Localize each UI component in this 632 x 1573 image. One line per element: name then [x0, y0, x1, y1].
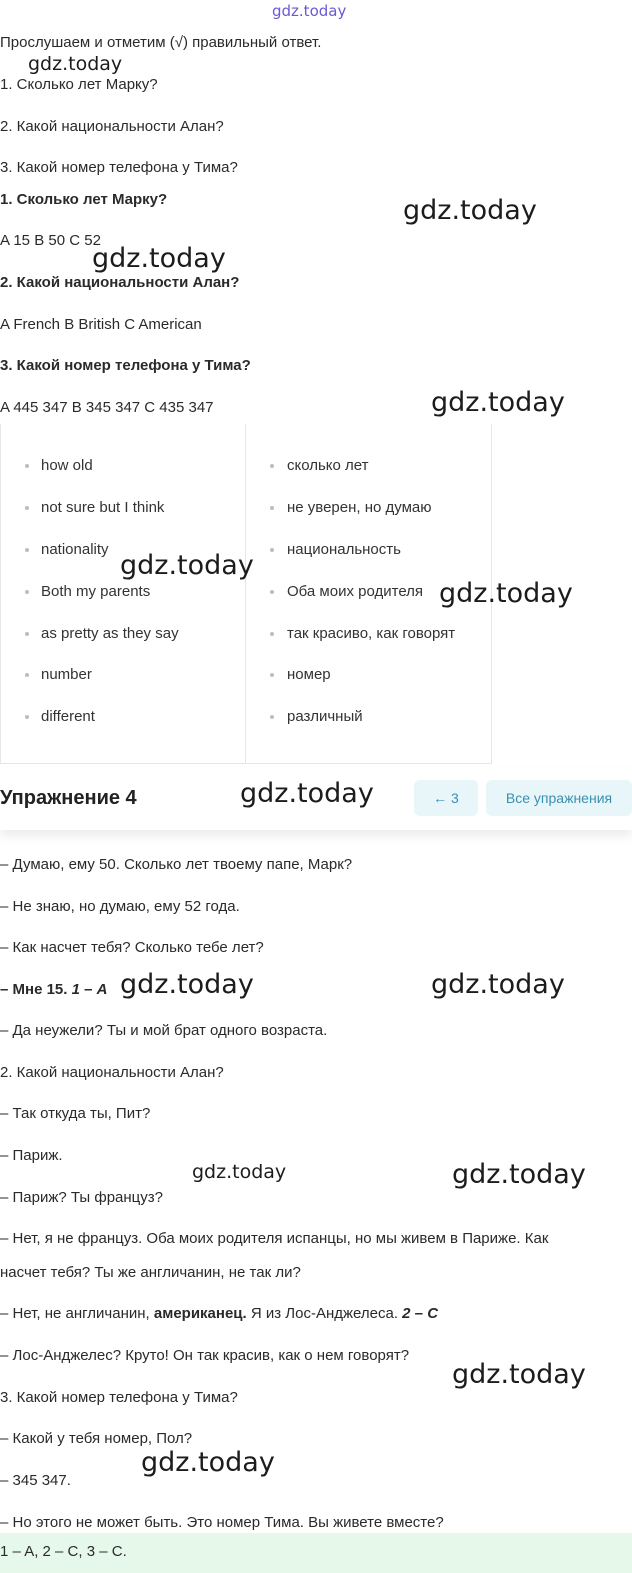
- question-2: 2. Какой национальности Алан?: [0, 118, 224, 135]
- watermark: gdz.today: [120, 550, 254, 581]
- dialogue-line: – Не знаю, но думаю, ему 52 года.: [0, 898, 240, 915]
- bullet-icon: [25, 506, 29, 510]
- vocab-ru-item: национальность: [287, 541, 401, 558]
- dialogue-line: – Так откуда ты, Пит?: [0, 1105, 151, 1122]
- option-answers-2: A French B British C American: [0, 316, 202, 333]
- watermark: gdz.today: [439, 578, 573, 609]
- question-1: 1. Сколько лет Марку?: [0, 76, 158, 93]
- bullet-icon: [270, 590, 274, 594]
- answer-marker: 2 – C: [402, 1305, 439, 1322]
- option-answers-1: A 15 B 50 C 52: [0, 232, 101, 249]
- bullet-icon: [270, 464, 274, 468]
- dialogue-text: – Мне 15.: [0, 981, 68, 998]
- exercise-title: Упражнение 4: [0, 787, 137, 809]
- option-question-2: 2. Какой национальности Алан?: [0, 274, 240, 291]
- option-answers-3: A 445 347 B 345 347 C 435 347: [0, 399, 214, 416]
- vocab-en-item: as pretty as they say: [41, 625, 179, 642]
- watermark: gdz.today: [141, 1447, 275, 1478]
- bullet-icon: [270, 548, 274, 552]
- dialogue-text: Я из Лос-Анджелеса.: [250, 1305, 398, 1322]
- watermark: gdz.today: [452, 1359, 586, 1390]
- vocab-ru-item: сколько лет: [287, 457, 369, 474]
- bullet-icon: [25, 632, 29, 636]
- vocab-en-item: how old: [41, 457, 93, 474]
- dialogue-line: – Да неужели? Ты и мой брат одного возраста.: [0, 1022, 328, 1039]
- bullet-icon: [270, 506, 274, 510]
- watermark: gdz.today: [431, 387, 565, 418]
- dialogue-line: – Думаю, ему 50. Сколько лет твоему папе, Марк?: [0, 856, 353, 873]
- dialogue-line: – Лос-Анджелес? Круто! Он так красив, как о нем говорят?: [0, 1347, 410, 1364]
- watermark: gdz.today: [431, 969, 565, 1000]
- watermark: gdz.today: [240, 778, 374, 809]
- bullet-icon: [25, 590, 29, 594]
- vocab-ru-item: не уверен, но думаю: [287, 499, 432, 516]
- watermark: gdz.today: [92, 243, 226, 274]
- dialogue-line: – Париж.: [0, 1147, 63, 1164]
- dialogue-line-answer: [0, 1304, 438, 1324]
- dialogue-highlight: американец.: [153, 1305, 247, 1322]
- option-question-1: 1. Сколько лет Марку?: [0, 191, 168, 208]
- bullet-icon: [25, 715, 29, 719]
- watermark-top: gdz.today: [272, 2, 347, 20]
- bullet-icon: [270, 673, 274, 677]
- prev-exercise-button[interactable]: ← 3: [414, 780, 478, 816]
- dialogue-line: – 345 347.: [0, 1472, 71, 1489]
- dialogue-line: насчет тебя? Ты же англичанин, не так ли?: [0, 1264, 301, 1281]
- dialogue-text: – Нет, не англичанин,: [0, 1305, 150, 1322]
- vocab-en-item: nationality: [41, 541, 109, 558]
- vocabulary-divider: [245, 424, 246, 764]
- final-answer: 1 – A, 2 – C, 3 – C.: [0, 1543, 127, 1560]
- vocab-en-item: not sure but I think: [41, 499, 165, 516]
- watermark: gdz.today: [403, 195, 537, 226]
- bullet-icon: [270, 715, 274, 719]
- watermark: gdz.today: [452, 1159, 586, 1190]
- vocab-ru-item: Оба моих родителя: [287, 583, 424, 600]
- bullet-icon: [25, 548, 29, 552]
- vocab-ru-item: различный: [287, 708, 363, 725]
- dialogue-line: – Нет, я не француз. Оба моих родителя испанцы, но мы живем в Париже. Как: [0, 1230, 549, 1247]
- task-instruction: Прослушаем и отметим (√) правильный ответ.: [0, 34, 322, 51]
- bullet-icon: [25, 673, 29, 677]
- all-exercises-button[interactable]: Все упражнения: [486, 780, 632, 816]
- vocab-en-item: different: [41, 708, 95, 725]
- vocab-ru-item: номер: [287, 666, 331, 683]
- answer-marker: 1 – A: [71, 981, 108, 998]
- dialogue-line: – Какой у тебя номер, Пол?: [0, 1430, 193, 1447]
- watermark: gdz.today: [28, 53, 123, 75]
- vocab-en-item: Both my parents: [41, 583, 151, 600]
- dialogue-line: – Но этого не может быть. Это номер Тима. Вы живете вместе?: [0, 1514, 444, 1531]
- option-question-3: 3. Какой номер телефона у Тима?: [0, 357, 251, 374]
- dialogue-line: – Как насчет тебя? Сколько тебе лет?: [0, 939, 264, 956]
- watermark: gdz.today: [192, 1161, 287, 1183]
- dialogue-line: 2. Какой национальности Алан?: [0, 1064, 224, 1081]
- vocab-en-item: number: [41, 666, 92, 683]
- question-3: 3. Какой номер телефона у Тима?: [0, 159, 238, 176]
- dialogue-line: 3. Какой номер телефона у Тима?: [0, 1389, 238, 1406]
- dialogue-line-answer: [0, 980, 107, 1000]
- watermark: gdz.today: [120, 969, 254, 1000]
- bullet-icon: [270, 632, 274, 636]
- vocab-ru-item: так красиво, как говорят: [287, 625, 456, 642]
- dialogue-line: – Париж? Ты француз?: [0, 1189, 163, 1206]
- bullet-icon: [25, 464, 29, 468]
